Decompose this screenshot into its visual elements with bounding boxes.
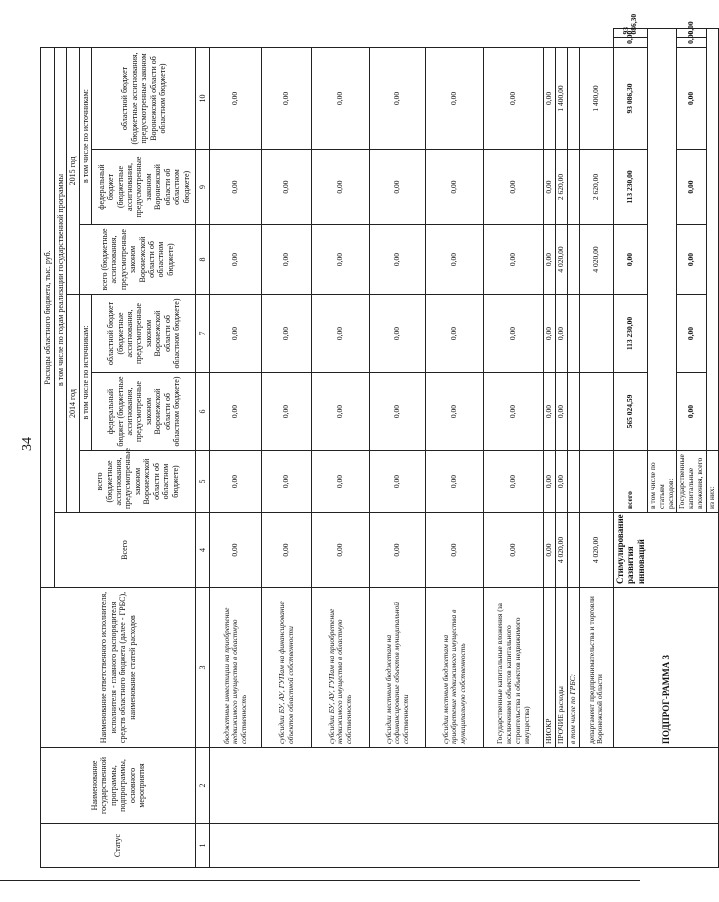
col-number: 4	[196, 513, 210, 588]
subprogram-expense-label: в том числе по статьям расходов:	[647, 451, 677, 513]
header-year-2015: 2015 год	[67, 47, 79, 294]
header-2015-federal: федеральный бюджет (бюджетные ассигнования, предусмотренные законом Воронежской области об областном бюджете)	[92, 150, 196, 225]
value-cell	[579, 451, 613, 513]
value-cell: 1 400,00	[556, 47, 568, 149]
value-cell: 0,00	[312, 47, 370, 149]
value-cell: 0,00	[262, 150, 312, 225]
table-row	[370, 29, 426, 868]
value-cell: 0,00	[370, 150, 426, 225]
value-cell: 0,00	[210, 373, 262, 451]
value-cell: 2 620,00	[579, 150, 613, 225]
value-cell	[568, 295, 580, 373]
value-cell: 2 620,00	[556, 150, 568, 225]
value-cell	[568, 225, 580, 295]
subprogram-total-value: 565 024,59	[613, 373, 647, 451]
value-cell: 0,00	[312, 451, 370, 513]
value-cell: 0,00	[544, 47, 556, 149]
header-2014-regional: областной бюджет (бюджетные ассигнования, предусмотренные законом Воронежской области об областном бюджете)	[92, 295, 196, 373]
table-row	[568, 29, 580, 868]
col-number: 7	[196, 295, 210, 373]
header-program-name: Наименование государственной программы, подпрограммы, основного мероприятия	[41, 748, 196, 824]
value-cell: 0,00	[484, 451, 544, 513]
value-cell: 1 400,00	[579, 47, 613, 149]
value-cell: 0,00	[556, 451, 568, 513]
value-cell: 0,00	[210, 513, 262, 588]
subprogram-of-which-label: из них:	[706, 451, 718, 513]
table-row	[579, 29, 613, 868]
value-cell: 0,00	[484, 225, 544, 295]
value-cell	[568, 47, 580, 149]
value-cell	[568, 513, 580, 588]
col-number: 2	[196, 748, 210, 824]
budget-table	[40, 13, 719, 868]
col-number: 1	[196, 824, 210, 868]
subprogram-capital-value: 0,00	[677, 47, 707, 149]
value-cell: 0,00	[370, 47, 426, 149]
value-cell: 4 020,00	[579, 225, 613, 295]
table-row	[426, 29, 484, 868]
subprogram-total-value: 113 230,00	[613, 295, 647, 373]
status-cell-empty	[210, 824, 719, 868]
subprogram-capital-value: 0,00	[677, 295, 707, 373]
value-cell: 4 020,00	[579, 513, 613, 588]
value-cell: 0,00	[370, 295, 426, 373]
value-cell: 0,00	[426, 295, 484, 373]
value-cell: 0,00	[262, 373, 312, 451]
value-cell: 0,00	[370, 225, 426, 295]
subprogram-capital-value: 0,00	[677, 225, 707, 295]
value-cell: 0,00	[484, 295, 544, 373]
subprogram-total-label: всего	[613, 451, 647, 513]
expense-item-name: НИОКР	[544, 588, 556, 748]
subprogram-status: ПОДПРОГ-РАММА 3	[613, 588, 718, 748]
value-cell: 0,00	[484, 150, 544, 225]
value-cell: 0,00	[210, 47, 262, 149]
expense-item-name: в том числе по ГРБС:	[568, 588, 580, 748]
rotated-budget-table	[40, 13, 716, 868]
page-number: 34	[20, 437, 35, 451]
header-2014-federal: федеральный бюджет (бюджетные ассигнования, предусмотренные законом Воронежской области об областном бюджете)	[92, 373, 196, 451]
header-2014-by-sources: в том числе по источникам:	[79, 295, 91, 451]
header-total: Всего	[55, 513, 196, 588]
value-cell: 0,00	[484, 373, 544, 451]
subprogram-capital-value: 0,00	[677, 29, 707, 38]
value-cell: 4 020,00	[556, 513, 568, 588]
expense-item-name: субсидии местным бюджетам на софинансирование объектов муниципальной собственности	[370, 588, 426, 748]
value-cell: 4 020,00	[556, 225, 568, 295]
value-cell: 0,00	[262, 451, 312, 513]
expense-item-name: субсидии БУ, АУ, ГУПам на финансирование объектов областной собственности	[262, 588, 312, 748]
table-row	[262, 29, 312, 868]
table-row	[556, 29, 568, 868]
subprogram-total-row	[613, 29, 647, 868]
subprogram-of-which-empty	[706, 29, 718, 451]
value-cell: 0,00	[210, 295, 262, 373]
value-cell: 0,00	[544, 295, 556, 373]
value-cell: 0,00	[262, 225, 312, 295]
value-cell: 0,00	[370, 373, 426, 451]
subprogram-total-value: 113 230,00	[613, 150, 647, 225]
program-cell-empty	[210, 748, 719, 824]
value-cell: 0,00	[544, 225, 556, 295]
header-2015-total-assign: всего (бюджетные ассигнования, предусмотренные законом Воронежской области об областном бюджете)	[79, 225, 195, 295]
col-number: 10	[196, 47, 210, 149]
value-cell: 0,00	[312, 225, 370, 295]
value-cell: 0,00	[262, 47, 312, 149]
expense-item-name: субсидии БУ, АУ, ГУПам на приобретение недвижимого имущества в областную собственность	[312, 588, 370, 748]
subprogram-expense-empty	[647, 29, 677, 451]
col-number: 9	[196, 150, 210, 225]
value-cell: 0,00	[426, 150, 484, 225]
expense-item-name: департамент предпринимательства и торговли Воронежской области	[579, 588, 613, 748]
col-number: 3	[196, 588, 210, 748]
value-cell: 0,00	[426, 451, 484, 513]
value-cell: 0,00	[484, 47, 544, 149]
value-cell: 0,00	[556, 295, 568, 373]
value-cell: 0,00	[544, 451, 556, 513]
subprogram-total-value: 0,00	[613, 225, 647, 295]
subprogram-capital-label: Государственные капитальные вложения, всего	[677, 451, 707, 513]
table-row	[544, 29, 556, 868]
expense-item-name: субсидии местным бюджетам на приобретение недвижимого имущества в муниципальную собственность	[426, 588, 484, 748]
value-cell	[568, 373, 580, 451]
subprogram-capital-value: 0,00	[677, 150, 707, 225]
value-cell: 0,00	[210, 150, 262, 225]
subprogram-name: Стимулирование развития инноваций	[613, 513, 718, 588]
value-cell	[568, 451, 580, 513]
value-cell: 0,00	[484, 513, 544, 588]
col-number: 8	[196, 225, 210, 295]
header-2015-regional: областной бюджет (бюджетные ассигнования, предусмотренные законом Воронежской области об областном бюджете)	[92, 47, 196, 149]
value-cell: 0,00	[544, 150, 556, 225]
table-row	[210, 29, 262, 868]
subprogram-total-value: 93 086,30	[613, 47, 647, 149]
value-cell: 0,00	[370, 513, 426, 588]
expense-item-name: бюджетные инвестиции на приобретение недвижимого имущества в областную собственность	[210, 588, 262, 748]
table-row	[312, 29, 370, 868]
value-cell: 0,00	[426, 225, 484, 295]
expense-item-name: Государственные капитальные вложения (за исключением объектов капитального строительства и объектов недвижимого имущества)	[484, 588, 544, 748]
table-body	[41, 13, 719, 868]
value-cell: 0,00	[544, 373, 556, 451]
header-year-2014: 2014 год	[67, 295, 79, 513]
col-number: 5	[196, 451, 210, 513]
col-number: 6	[196, 373, 210, 451]
value-cell: 0,00	[312, 150, 370, 225]
header-2014-total-assign: всего (бюджетные ассигнования, предусмотренные законом Воронежской области об областном бюджете)	[79, 451, 195, 513]
value-cell	[579, 295, 613, 373]
expense-item-name: ПРОЧИЕ расходы	[556, 588, 568, 748]
value-cell: 0,00	[370, 451, 426, 513]
value-cell: 0,00	[556, 373, 568, 451]
header-executor: Наименование ответственного исполнителя, исполнителя - главного распорядителя средств областного бюджета (далее - ГРБС), наименование статей расходов	[41, 588, 196, 748]
value-cell: 0,00	[426, 513, 484, 588]
value-cell: 0,00	[210, 225, 262, 295]
value-cell: 0,00	[262, 295, 312, 373]
subprogram-capital-value: 0,00	[677, 373, 707, 451]
value-cell: 0,00	[312, 295, 370, 373]
value-cell	[568, 150, 580, 225]
value-cell: 0,00	[426, 47, 484, 149]
value-cell: 0,00	[544, 513, 556, 588]
value-cell: 0,00	[262, 513, 312, 588]
header-by-years: в том числе по годам реализации государственной программы	[55, 47, 67, 512]
value-cell: 0,00	[312, 513, 370, 588]
header-expenses: Расходы областного бюджета, тыс. руб.	[41, 47, 55, 587]
value-cell: 0,00	[312, 373, 370, 451]
subprogram-total-value: 0,00	[613, 38, 647, 47]
subprogram-total-value: 93 086,30	[613, 29, 647, 38]
page-bottom-line	[0, 880, 640, 881]
subprogram-capital-value: 0,00	[677, 38, 707, 47]
value-cell: 0,00	[426, 373, 484, 451]
table-row	[484, 29, 544, 868]
header-status: Статус	[41, 824, 196, 868]
header-2015-by-sources: в том числе по источникам:	[79, 47, 91, 224]
value-cell: 0,00	[210, 451, 262, 513]
value-cell	[579, 373, 613, 451]
